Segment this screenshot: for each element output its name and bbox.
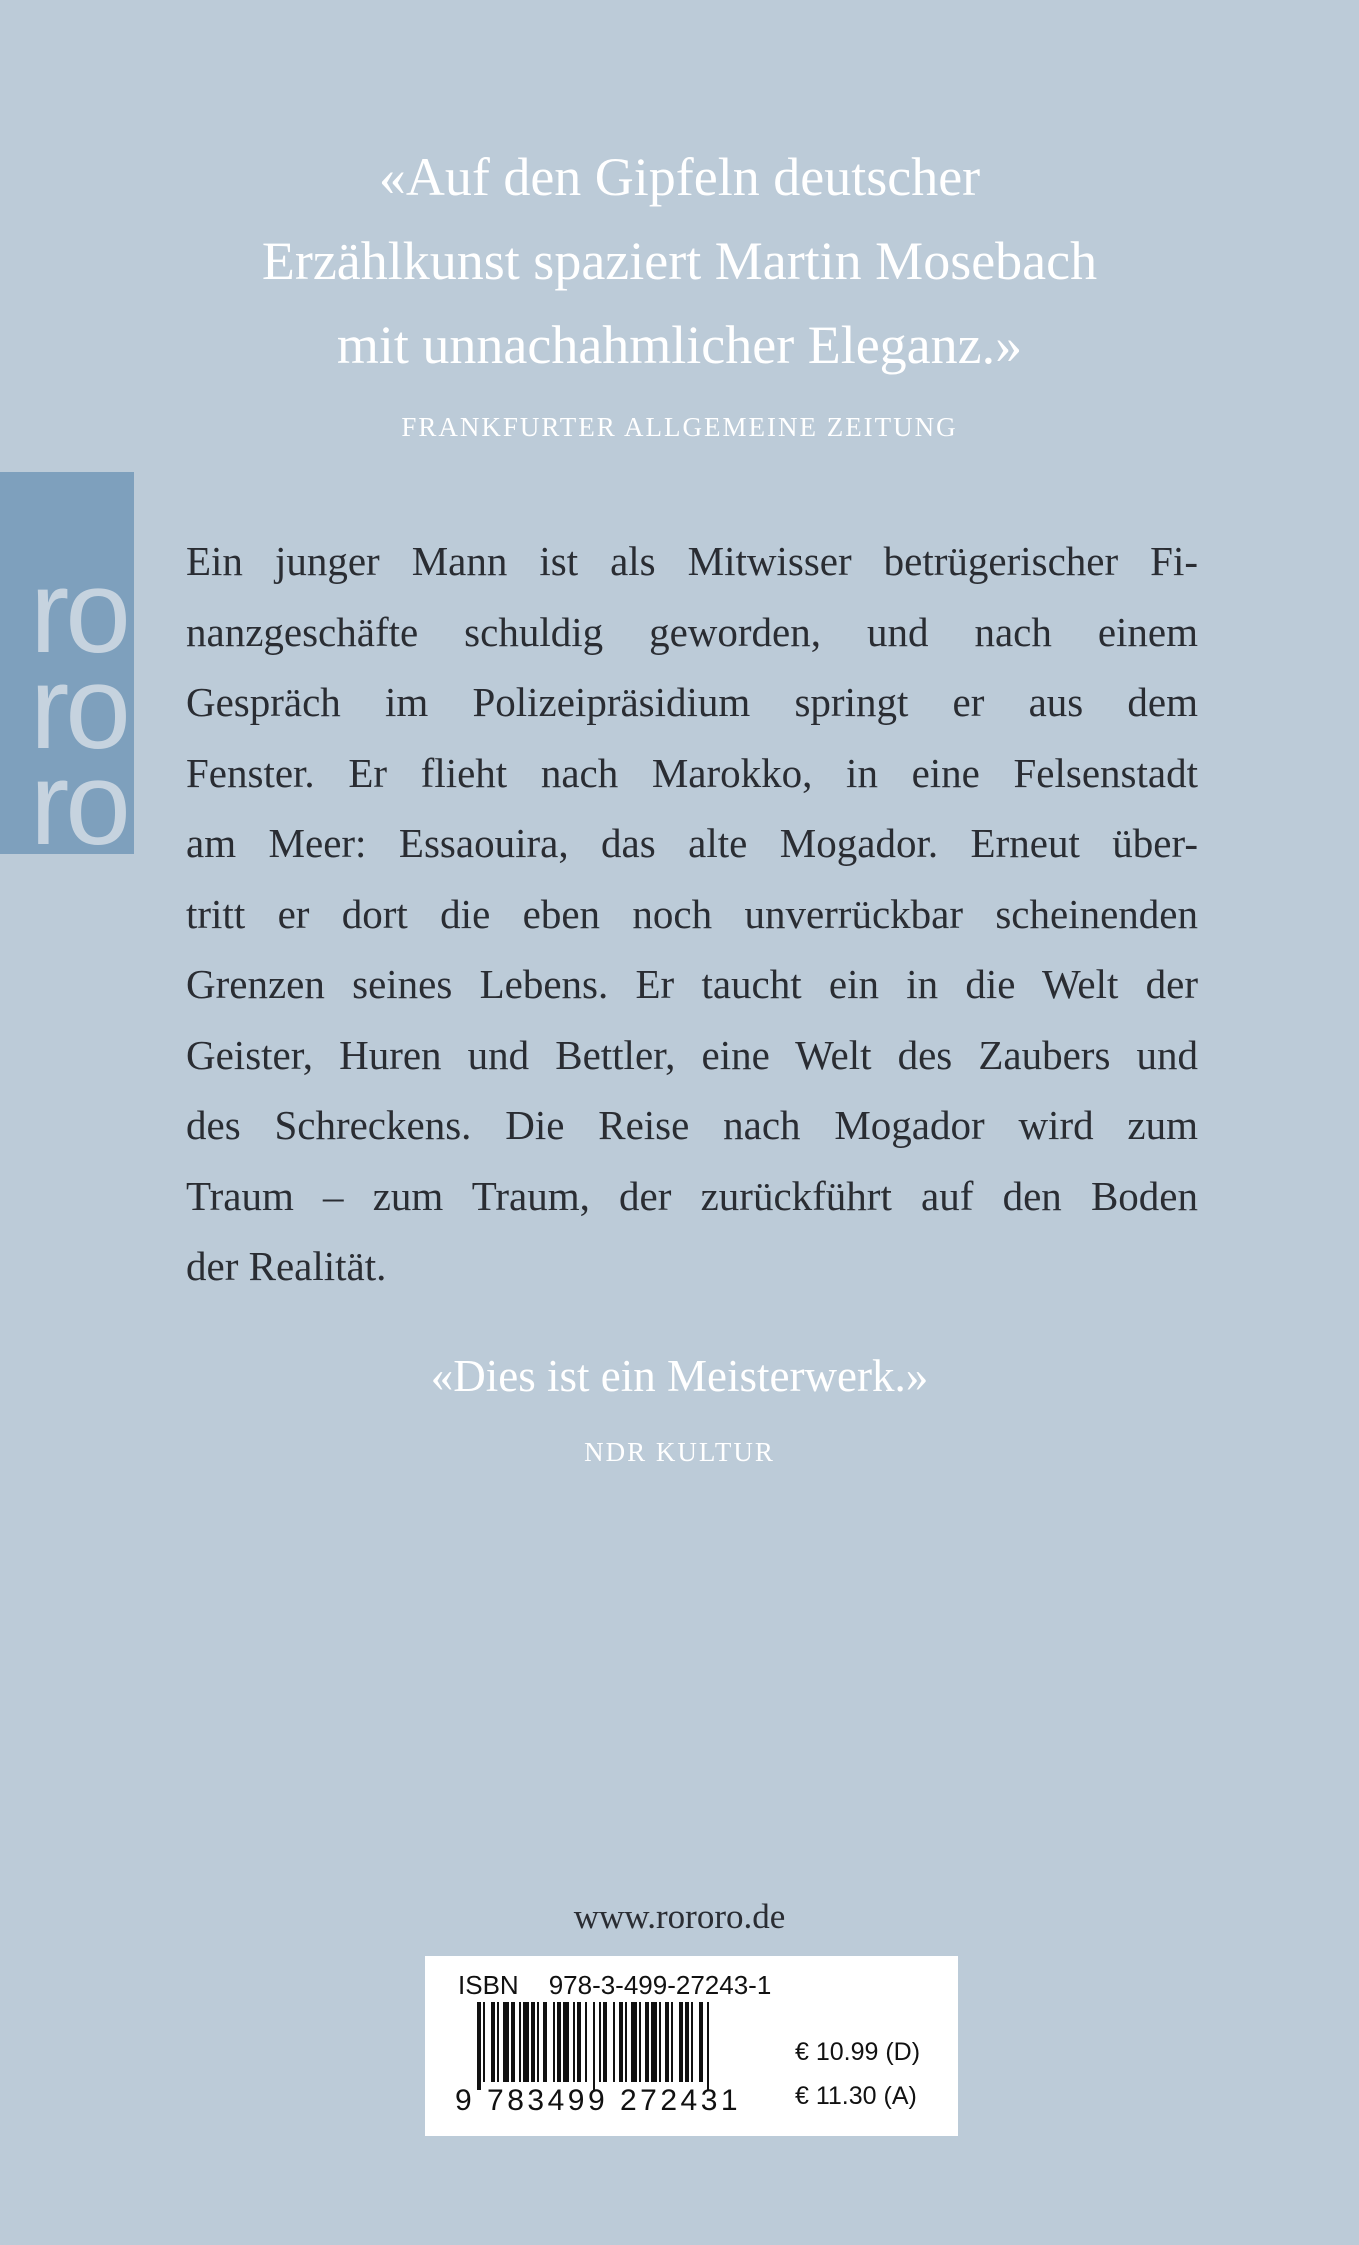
- barcode-bar: [557, 2002, 561, 2082]
- barcode-bar: [603, 2002, 607, 2082]
- barcode-bar: [563, 2002, 569, 2082]
- barcode-bar: [699, 2002, 703, 2082]
- barcode-bar: [625, 2002, 627, 2082]
- logo-syllable: ro: [30, 546, 127, 678]
- isbn-label: ISBN: [458, 1970, 519, 2000]
- barcode-bar: [679, 2002, 683, 2082]
- top-review-quote: [100, 135, 1259, 387]
- blurb-line: Fenster. Er flieht nach Marokko, in eine Felsenstadt: [186, 749, 1198, 796]
- barcode-bar: [593, 2002, 595, 2090]
- isbn-line: [458, 1970, 771, 2001]
- bottom-review-quote: «Dies ist ein Meisterwerk.»: [430, 1351, 929, 1401]
- blurb-line: Geister, Huren und Bettler, eine Welt des Zaubers und: [186, 1031, 1198, 1078]
- barcode-bar: [645, 2002, 649, 2082]
- barcode-bar: [599, 2002, 601, 2082]
- barcode-bar: [491, 2002, 495, 2082]
- barcode-bar: [477, 2002, 481, 2090]
- barcode-bar: [691, 2002, 693, 2082]
- quote-line: Erzählkunst spaziert Martin Mosebach: [261, 231, 1098, 291]
- barcode-label: [425, 1956, 958, 2136]
- barcode-bar: [707, 2002, 709, 2090]
- barcode-bar: [577, 2002, 581, 2082]
- barcode-bar: [497, 2002, 499, 2082]
- barcode-bar: [531, 2002, 535, 2082]
- barcode-bar: [639, 2002, 641, 2082]
- blurb-line: des Schreckens. Die Reise nach Mogador wird zum: [186, 1102, 1198, 1148]
- top-quote-source: FRANKFURTER ALLGEMEINE ZEITUNG: [401, 412, 958, 442]
- blurb-line: Traum – zum Traum, der zurückführt auf den Boden: [186, 1172, 1198, 1219]
- barcode-bar: [659, 2002, 661, 2082]
- logo-syllable: ro: [30, 738, 127, 854]
- barcode-bar: [523, 2002, 529, 2082]
- barcode-bar: [613, 2002, 615, 2082]
- quote-line: mit unnachahmlicher Eleganz.»: [336, 315, 1023, 375]
- rororo-logo: [0, 472, 134, 854]
- publisher-website: www.rororo.de: [573, 1897, 786, 1936]
- barcode-bar: [665, 2002, 669, 2082]
- barcode-bar: [685, 2002, 689, 2082]
- barcode-bar: [543, 2002, 547, 2082]
- book-blurb: [186, 526, 1198, 1302]
- blurb-line: tritt er dort die eben noch unverrückbar scheinenden: [186, 890, 1198, 937]
- barcode-digits: 9 783499 272431: [455, 2084, 742, 2117]
- blurb-line: Ein junger Mann ist als Mitwisser betrügerischer Fi-: [186, 538, 1198, 584]
- isbn-number: 978-3-499-27243-1: [548, 1970, 772, 2000]
- blurb-line: nanzgeschäfte schuldig geworden, und nach einem: [186, 608, 1198, 655]
- blurb-line: der Realität.: [186, 1243, 387, 1289]
- barcode-bar: [511, 2002, 515, 2082]
- barcode-bar: [553, 2002, 555, 2082]
- barcode-bar: [619, 2002, 623, 2082]
- blurb-line: Grenzen seines Lebens. Er taucht ein in die Welt der: [186, 961, 1198, 1007]
- price-germany: € 10.99 (D): [795, 2038, 921, 2066]
- logo-syllable: ro: [30, 642, 127, 774]
- barcode-bar: [537, 2002, 539, 2082]
- bottom-quote-source: NDR KULTUR: [584, 1437, 775, 1467]
- price-austria: € 11.30 (A): [795, 2082, 917, 2110]
- blurb-line: am Meer: Essaouira, das alte Mogador. Erneut über-: [186, 820, 1198, 866]
- barcode-bar: [651, 2002, 657, 2082]
- quote-line: «Auf den Gipfeln deutscher: [378, 147, 981, 207]
- blurb-line: Gespräch im Polizeipräsidium springt er aus dem: [186, 679, 1198, 725]
- barcode-bar: [671, 2002, 673, 2082]
- barcode-bar: [585, 2002, 587, 2082]
- barcode-bar: [483, 2002, 485, 2082]
- barcode-bar: [503, 2002, 509, 2082]
- barcode-bar: [573, 2002, 575, 2082]
- barcode-bars: [477, 2002, 767, 2090]
- barcode-bar: [519, 2002, 521, 2082]
- barcode-bar: [631, 2002, 637, 2082]
